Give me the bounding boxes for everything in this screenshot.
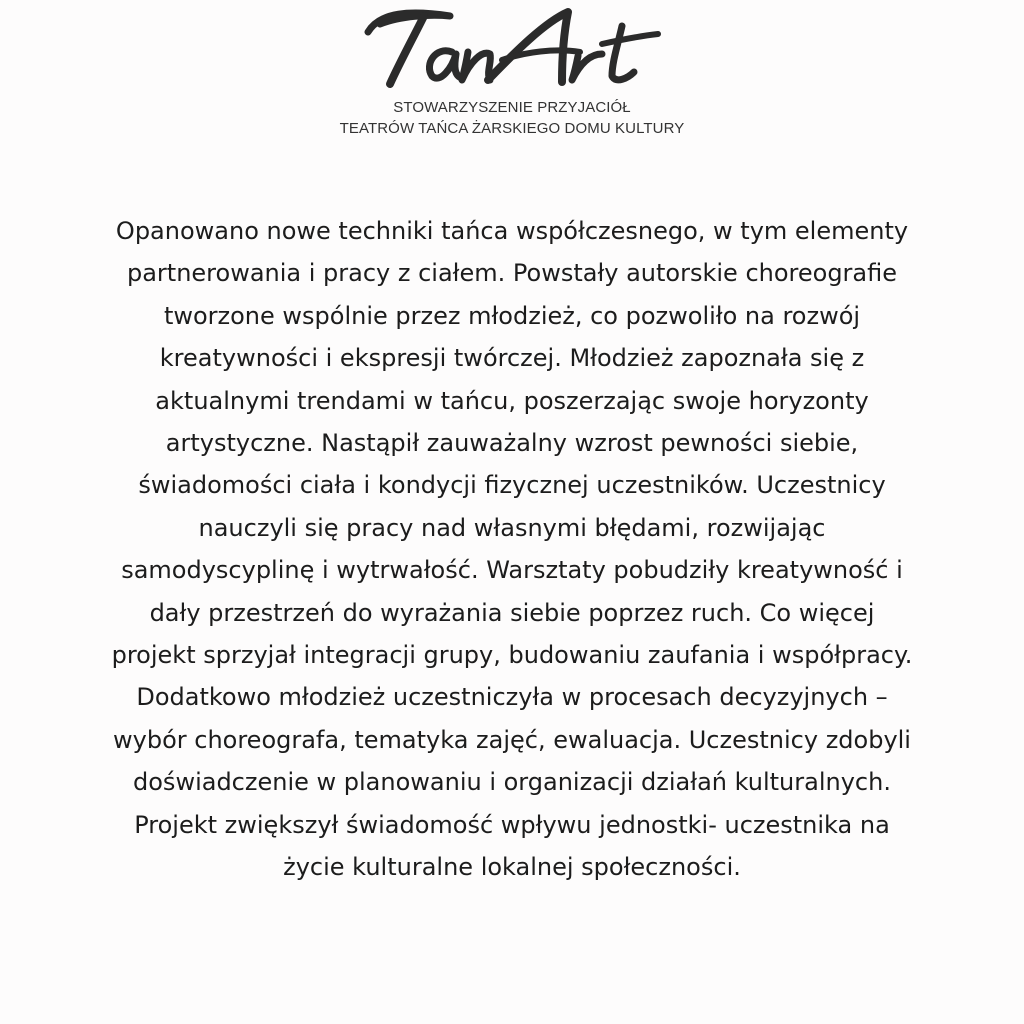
paragraph-line: aktualnymi trendami w tańcu, poszerzając swoje horyzonty — [155, 386, 869, 415]
paragraph-line: partnerowania i pracy z ciałem. Powstały autorskie choreografie — [126, 259, 898, 288]
paragraph-line: Projekt zwiększył świadomość wpływu jednostki- uczestnika na — [134, 810, 890, 839]
paragraph-line: Opanowano nowe techniki tańca współczesnego, w tym elementy — [115, 217, 909, 245]
paragraph-line: Dodatkowo młodzież uczestniczyła w procesach decyzyjnych – — [136, 683, 888, 712]
header — [0, 0, 1024, 150]
organization-name-line1: STOWARZYSZENIE PRZYJACIÓŁ — [393, 99, 631, 116]
paragraph-line: kreatywności i ekspresji twórczej. Młodzież zapoznała się z — [159, 344, 865, 373]
paragraph-line: artystyczne. Nastąpił zauważalny wzrost pewności siebie, — [165, 429, 859, 458]
tanart-wordmark-graphic — [340, 2, 680, 102]
tanart-logo — [340, 2, 680, 102]
paragraph-line: doświadczenie w planowaniu i organizacji działań kulturalnych. — [133, 768, 891, 797]
paragraph-line: tworzone wspólnie przez młodzież, co pozwoliło na rozwój — [163, 301, 861, 330]
paragraph-line: wybór choreografa, tematyka zajęć, ewaluacja. Uczestnicy zdobyli — [113, 725, 911, 754]
organization-name-line2: TEATRÓW TAŃCA ŻARSKIEGO DOMU KULTURY — [339, 120, 685, 137]
paragraph-line: samodyscyplinę i wytrwałość. Warsztaty pobudziły kreatywność i — [121, 556, 903, 585]
paragraph-line: nauczyli się pracy nad własnymi błędami, rozwijając — [198, 513, 826, 542]
paragraph-line: życie kulturalne lokalnej społeczności. — [283, 853, 741, 882]
paragraph-line: dały przestrzeń do wyrażania siebie poprzez ruch. Co więcej — [149, 598, 875, 627]
paragraph-line: świadomości ciała i kondycji fizycznej uczestników. Uczestnicy — [138, 471, 886, 500]
project-summary-paragraph — [30, 210, 994, 889]
paragraph-line: projekt sprzyjał integracji grupy, budowaniu zaufania i współpracy. — [111, 641, 913, 670]
